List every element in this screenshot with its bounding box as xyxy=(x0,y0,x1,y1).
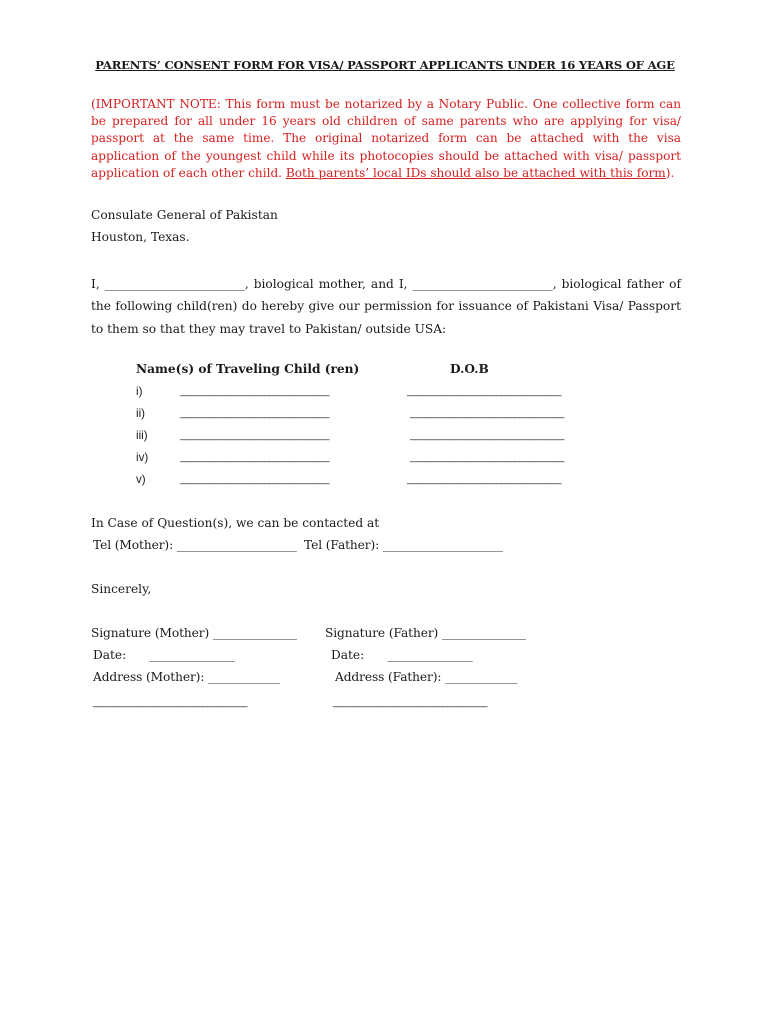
note-text: (IMPORTANT NOTE: This form must be notarized by a Notary Public. One collective form can be prepared for all under 16 years old children of same parents who are applying for visa/ passport at the same time. The original notarized form can be attached with the visa application of the youngest child while its photocopies should be attached with visa/ passport application of each other child. xyxy=(91,97,681,180)
child-dob-blank[interactable]: _______________________________ xyxy=(410,408,564,419)
child-name-blank[interactable]: ______________________________ xyxy=(180,452,329,463)
important-note xyxy=(91,96,681,182)
recipient-line-2: Houston, Texas. xyxy=(91,230,190,244)
dob-header: D.O.B xyxy=(450,362,489,376)
date-father-field[interactable]: Date: ______________ xyxy=(331,648,473,662)
form-title: PARENTS’ CONSENT FORM FOR VISA/ PASSPORT APPLICANTS UNDER 16 YEARS OF AGE xyxy=(95,58,675,72)
contact-intro: In Case of Question(s), we can be contacted at xyxy=(91,516,380,530)
address-father-field[interactable]: Address (Father): ____________ xyxy=(335,670,518,684)
child-row-label: ii) xyxy=(136,407,146,420)
note-id-requirement: Both parents’ local IDs should also be attached with this form xyxy=(285,165,666,180)
address-mother-field[interactable]: Address (Mother): ____________ xyxy=(93,670,281,684)
child-dob-blank[interactable]: _______________________________ xyxy=(407,386,561,397)
recipient-line-1: Consulate General of Pakistan xyxy=(91,208,278,222)
consent-paragraph: I, _______________________, biological mother, and I, _______________________, biological father of the following child(ren) do hereby give our permission for issuance of Pakistani Visa/ Passport to them so that they may travel to Pakistan/ outside USA: xyxy=(91,277,681,336)
child-name-blank[interactable]: ______________________________ xyxy=(180,430,329,441)
tel-mother-field[interactable]: Tel (Mother): ____________________ xyxy=(93,538,297,552)
child-name-blank[interactable]: ______________________________ xyxy=(180,474,329,485)
signature-father-field[interactable]: Signature (Father) ______________ xyxy=(325,626,526,640)
closing: Sincerely, xyxy=(91,582,152,596)
date-mother-field[interactable]: Date: ______________ xyxy=(93,648,235,662)
child-name-blank[interactable]: ______________________________ xyxy=(180,408,329,419)
child-row-label: iv) xyxy=(136,451,149,464)
child-dob-blank[interactable]: _______________________________ xyxy=(410,452,564,463)
note-close: ). xyxy=(665,165,675,180)
child-name-header: Name(s) of Traveling Child (ren) xyxy=(136,362,360,376)
child-row-label: i) xyxy=(136,385,143,398)
address-mother-line[interactable]: _______________________________ xyxy=(93,697,247,708)
signature-mother-field[interactable]: Signature (Mother) ______________ xyxy=(91,626,297,640)
address-father-line[interactable]: _______________________________ xyxy=(333,697,487,708)
child-dob-blank[interactable]: _______________________________ xyxy=(410,430,564,441)
child-name-blank[interactable]: ______________________________ xyxy=(180,386,329,397)
child-row-label: v) xyxy=(136,473,146,486)
tel-father-field[interactable]: Tel (Father): ____________________ xyxy=(304,538,503,552)
child-row-label: iii) xyxy=(136,429,148,442)
child-dob-blank[interactable]: _______________________________ xyxy=(407,474,561,485)
